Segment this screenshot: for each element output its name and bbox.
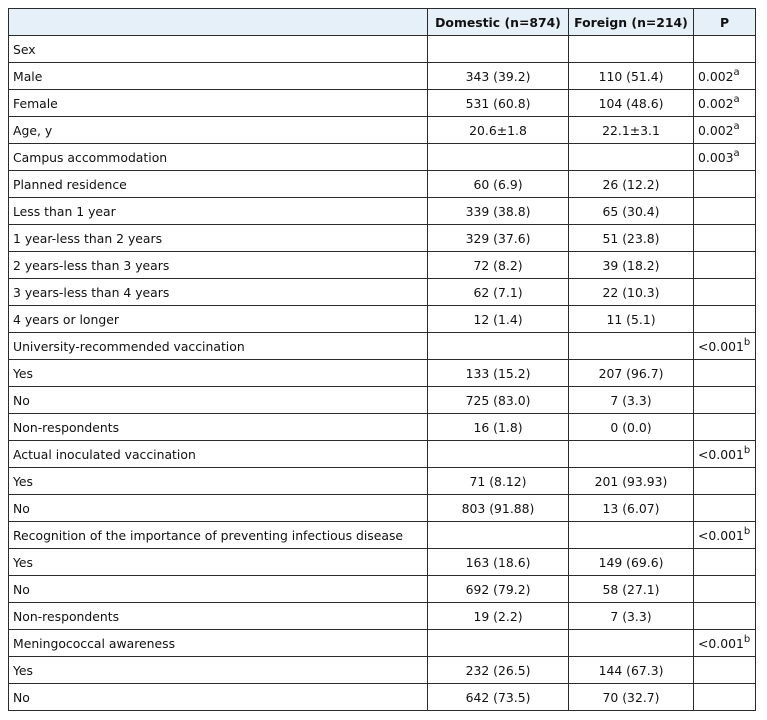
p-value-cell xyxy=(694,414,756,441)
foreign-value: 7 (3.3) xyxy=(569,603,694,630)
row-label: No xyxy=(9,684,428,711)
domestic-value: 232 (26.5) xyxy=(428,657,569,684)
foreign-value: 58 (27.1) xyxy=(569,576,694,603)
foreign-value: 22.1±3.1 xyxy=(569,117,694,144)
p-footnote-mark: a xyxy=(733,66,740,78)
p-value-cell xyxy=(694,144,756,171)
table-row xyxy=(9,306,756,333)
row-label: Yes xyxy=(9,468,428,495)
row-label: Female xyxy=(9,90,428,117)
p-value-cell xyxy=(694,495,756,522)
domestic-value: 343 (39.2) xyxy=(428,63,569,90)
p-footnote-mark: b xyxy=(743,525,751,537)
row-label: Non-respondents xyxy=(9,603,428,630)
row-label: Yes xyxy=(9,549,428,576)
domestic-value xyxy=(428,36,569,63)
p-value: 0.002 xyxy=(698,122,734,138)
row-label: Recognition of the importance of preventing infectious disease xyxy=(9,522,428,549)
table-body xyxy=(9,36,756,711)
p-value-cell xyxy=(694,549,756,576)
domestic-value: 72 (8.2) xyxy=(428,252,569,279)
foreign-value: 13 (6.07) xyxy=(569,495,694,522)
table-row xyxy=(9,495,756,522)
foreign-value: 7 (3.3) xyxy=(569,387,694,414)
p-value-cell xyxy=(694,90,756,117)
row-label: Sex xyxy=(9,36,428,63)
p-value-cell xyxy=(694,684,756,711)
domestic-value: 329 (37.6) xyxy=(428,225,569,252)
foreign-value xyxy=(569,441,694,468)
row-label: Actual inoculated vaccination xyxy=(9,441,428,468)
row-label: No xyxy=(9,387,428,414)
p-footnote-mark: b xyxy=(743,336,751,348)
p-value-cell xyxy=(694,576,756,603)
p-value-cell xyxy=(694,198,756,225)
domestic-value xyxy=(428,522,569,549)
domestic-value xyxy=(428,441,569,468)
foreign-value: 70 (32.7) xyxy=(569,684,694,711)
data-table xyxy=(8,8,756,711)
foreign-value: 149 (69.6) xyxy=(569,549,694,576)
table-row xyxy=(9,441,756,468)
row-label: Non-respondents xyxy=(9,414,428,441)
row-label: Yes xyxy=(9,657,428,684)
p-value-cell xyxy=(694,468,756,495)
row-label: Campus accommodation xyxy=(9,144,428,171)
table-row xyxy=(9,360,756,387)
foreign-value xyxy=(569,144,694,171)
table-row xyxy=(9,549,756,576)
table-row xyxy=(9,333,756,360)
table-row xyxy=(9,684,756,711)
row-label: Male xyxy=(9,63,428,90)
p-footnote-mark: a xyxy=(733,147,740,159)
foreign-value: 201 (93.93) xyxy=(569,468,694,495)
foreign-value: 144 (67.3) xyxy=(569,657,694,684)
domestic-value: 692 (79.2) xyxy=(428,576,569,603)
foreign-value: 11 (5.1) xyxy=(569,306,694,333)
domestic-value xyxy=(428,333,569,360)
domestic-value: 133 (15.2) xyxy=(428,360,569,387)
p-value-cell xyxy=(694,387,756,414)
p-value-cell xyxy=(694,630,756,657)
domestic-value xyxy=(428,144,569,171)
foreign-value xyxy=(569,522,694,549)
p-value-cell xyxy=(694,171,756,198)
table-header-row xyxy=(9,9,756,36)
domestic-value: 803 (91.88) xyxy=(428,495,569,522)
table-row xyxy=(9,171,756,198)
table-row xyxy=(9,468,756,495)
table-row xyxy=(9,36,756,63)
row-label: Age, y xyxy=(9,117,428,144)
p-footnote-mark: a xyxy=(733,120,740,132)
domestic-value: 60 (6.9) xyxy=(428,171,569,198)
domestic-value: 16 (1.8) xyxy=(428,414,569,441)
domestic-value xyxy=(428,630,569,657)
row-label: Planned residence xyxy=(9,171,428,198)
foreign-value xyxy=(569,333,694,360)
foreign-value: 51 (23.8) xyxy=(569,225,694,252)
table-row xyxy=(9,117,756,144)
domestic-value: 19 (2.2) xyxy=(428,603,569,630)
table-row xyxy=(9,279,756,306)
table-row xyxy=(9,63,756,90)
row-label: University-recommended vaccination xyxy=(9,333,428,360)
p-value: 0.002 xyxy=(698,95,734,111)
p-footnote-mark: b xyxy=(743,444,751,456)
row-label: 3 years-less than 4 years xyxy=(9,279,428,306)
table-row xyxy=(9,414,756,441)
p-footnote-mark: a xyxy=(733,93,740,105)
header-foreign: Foreign (n=214) xyxy=(569,9,694,36)
foreign-value: 207 (96.7) xyxy=(569,360,694,387)
row-label: Meningococcal awareness xyxy=(9,630,428,657)
header-label-cell xyxy=(9,9,428,36)
foreign-value: 22 (10.3) xyxy=(569,279,694,306)
row-label: No xyxy=(9,576,428,603)
table-row xyxy=(9,252,756,279)
p-value-cell xyxy=(694,117,756,144)
table-row xyxy=(9,144,756,171)
row-label: Yes xyxy=(9,360,428,387)
p-footnote-mark: b xyxy=(743,633,751,645)
foreign-value: 39 (18.2) xyxy=(569,252,694,279)
foreign-value: 104 (48.6) xyxy=(569,90,694,117)
p-value-cell xyxy=(694,306,756,333)
row-label: 2 years-less than 3 years xyxy=(9,252,428,279)
p-value-cell xyxy=(694,63,756,90)
table-row xyxy=(9,657,756,684)
foreign-value xyxy=(569,36,694,63)
domestic-value: 20.6±1.8 xyxy=(428,117,569,144)
table-row xyxy=(9,522,756,549)
row-label: No xyxy=(9,495,428,522)
p-value-cell xyxy=(694,252,756,279)
p-value-cell xyxy=(694,603,756,630)
foreign-value: 110 (51.4) xyxy=(569,63,694,90)
table-row xyxy=(9,576,756,603)
header-p: P xyxy=(694,9,756,36)
table-row xyxy=(9,198,756,225)
header-domestic: Domestic (n=874) xyxy=(428,9,569,36)
p-value: <0.001 xyxy=(698,446,744,462)
p-value-cell xyxy=(694,333,756,360)
domestic-value: 12 (1.4) xyxy=(428,306,569,333)
p-value: <0.001 xyxy=(698,635,744,651)
domestic-value: 725 (83.0) xyxy=(428,387,569,414)
p-value-cell xyxy=(694,225,756,252)
domestic-value: 531 (60.8) xyxy=(428,90,569,117)
table-row xyxy=(9,630,756,657)
p-value-cell xyxy=(694,36,756,63)
domestic-value: 163 (18.6) xyxy=(428,549,569,576)
p-value: 0.002 xyxy=(698,68,734,84)
p-value: <0.001 xyxy=(698,527,744,543)
table-row xyxy=(9,90,756,117)
p-value: 0.003 xyxy=(698,149,734,165)
table-row xyxy=(9,603,756,630)
foreign-value: 26 (12.2) xyxy=(569,171,694,198)
table-row xyxy=(9,225,756,252)
p-value-cell xyxy=(694,522,756,549)
row-label: 4 years or longer xyxy=(9,306,428,333)
foreign-value: 0 (0.0) xyxy=(569,414,694,441)
row-label: 1 year-less than 2 years xyxy=(9,225,428,252)
table-row xyxy=(9,387,756,414)
row-label: Less than 1 year xyxy=(9,198,428,225)
p-value-cell xyxy=(694,441,756,468)
p-value-cell xyxy=(694,657,756,684)
foreign-value xyxy=(569,630,694,657)
foreign-value: 65 (30.4) xyxy=(569,198,694,225)
p-value-cell xyxy=(694,279,756,306)
p-value: <0.001 xyxy=(698,338,744,354)
domestic-value: 339 (38.8) xyxy=(428,198,569,225)
domestic-value: 642 (73.5) xyxy=(428,684,569,711)
p-value-cell xyxy=(694,360,756,387)
domestic-value: 62 (7.1) xyxy=(428,279,569,306)
domestic-value: 71 (8.12) xyxy=(428,468,569,495)
